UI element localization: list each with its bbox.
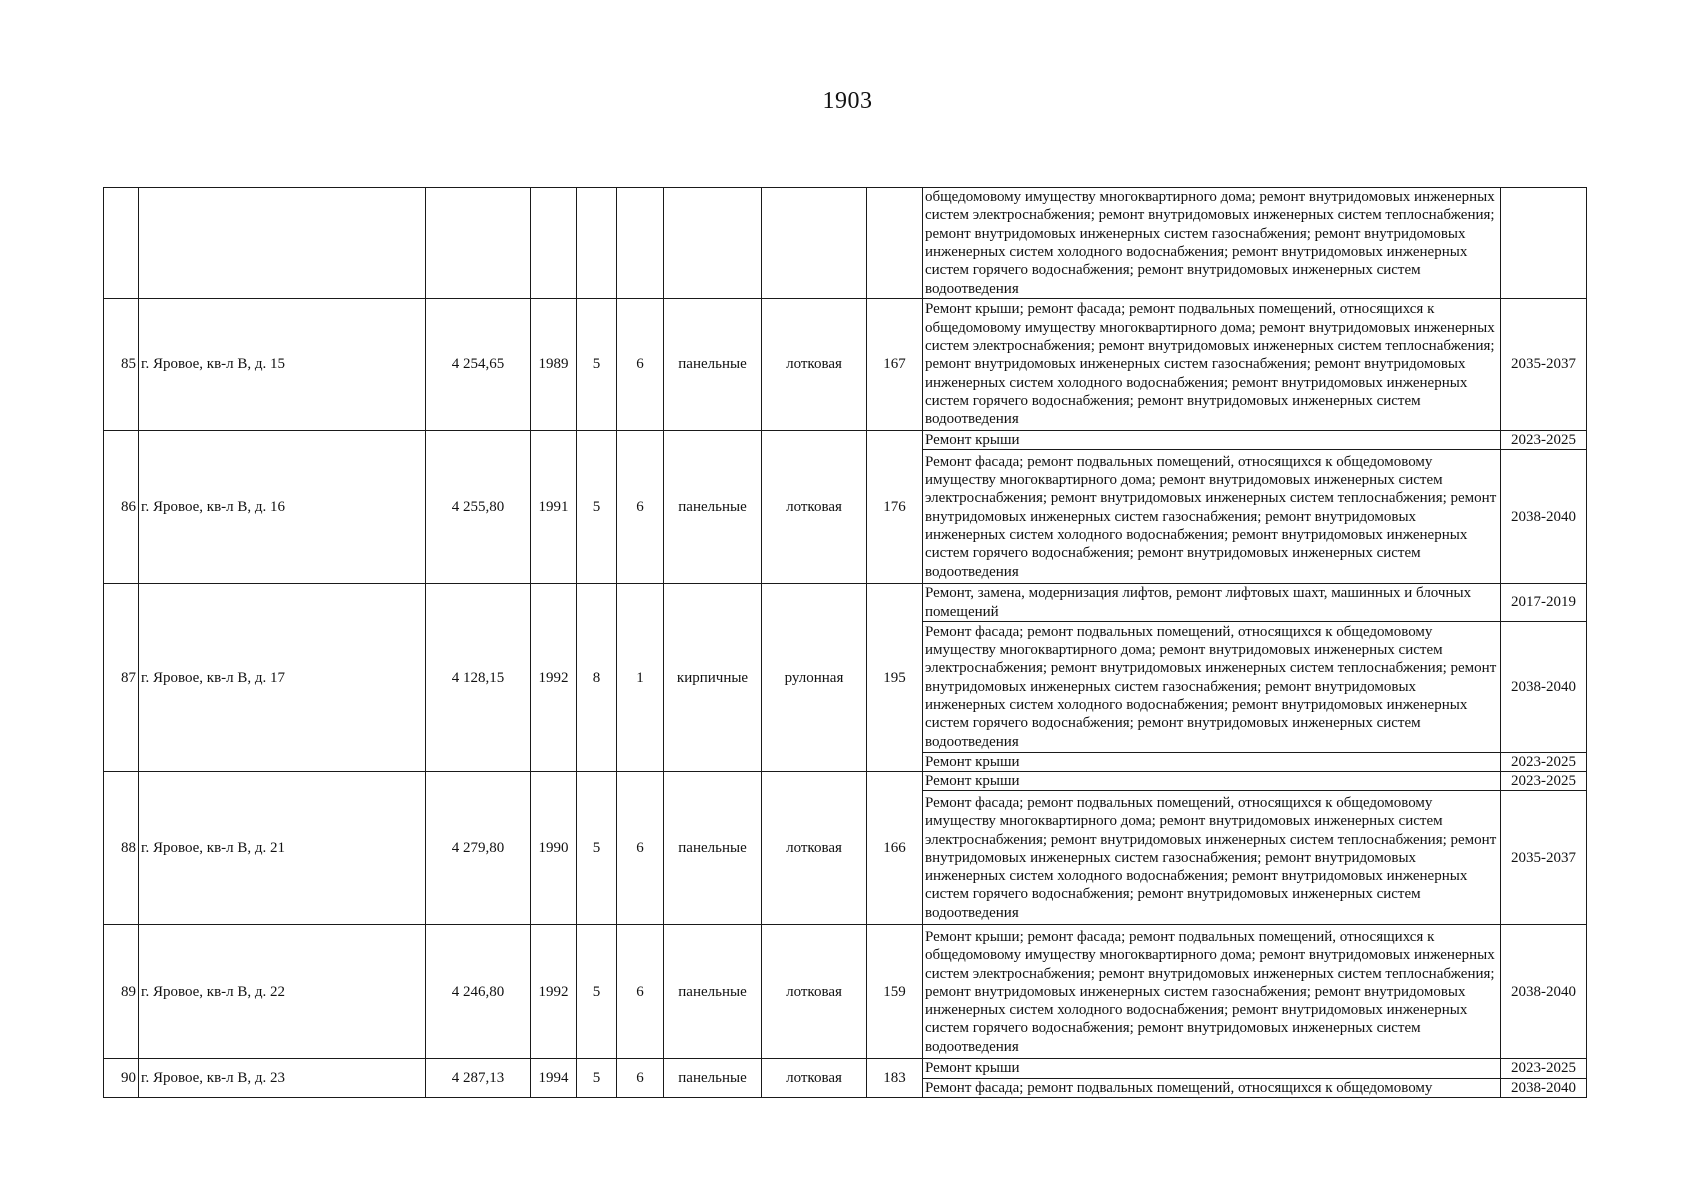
repair-works-cell: Ремонт фасада; ремонт подвальных помещений, относящихся к общедомовому имуществу многоквартирного дома; ремонт внутридомовых инженерных систем электроснабжения; ремонт внутридомовых инженерных систем теплоснабжения; ремонт внутридомовых инженерных систем газоснабжения; ремонт внутридомовых инженерных систем холодного водоснабжения; ремонт внутридомовых инженерных систем горячего водоснабжения; ремонт внутридомовых инженерных систем водоотведения [923, 450, 1501, 584]
apartments-cell: 167 [867, 299, 923, 431]
entrances-cell: 6 [617, 1059, 664, 1098]
year-built-cell: 1992 [531, 584, 577, 772]
repair-works-cell: Ремонт фасада; ремонт подвальных помещений, относящихся к общедомовому имуществу многоквартирного дома; ремонт внутридомовых инженерных систем электроснабжения; ремонт внутридомовых инженерных систем теплоснабжения; ремонт внутридомовых инженерных систем газоснабжения; ремонт внутридомовых инженерных систем холодного водоснабжения; ремонт внутридомовых инженерных систем горячего водоснабжения; ремонт внутридомовых инженерных систем водоотведения [923, 621, 1501, 752]
address-cell [139, 188, 426, 299]
apartments-cell: 176 [867, 431, 923, 584]
repair-works-cell: Ремонт крыши; ремонт фасада; ремонт подвальных помещений, относящихся к общедомовому имуществу многоквартирного дома; ремонт внутридомовых инженерных систем электроснабжения; ремонт внутридомовых инженерных систем теплоснабжения; ремонт внутридомовых инженерных систем газоснабжения; ремонт внутридомовых инженерных систем холодного водоснабжения; ремонт внутридомовых инженерных систем горячего водоснабжения; ремонт внутридомовых инженерных систем водоотведения [923, 299, 1501, 431]
repair-works-cell: Ремонт, замена, модернизация лифтов, ремонт лифтовых шахт, машинных и блочных помещений [923, 584, 1501, 622]
entrances-cell: 6 [617, 925, 664, 1059]
repair-period-cell: 2038-2040 [1501, 621, 1587, 752]
roof-type-cell: лотковая [762, 1059, 867, 1098]
year-built-cell: 1992 [531, 925, 577, 1059]
row-number-cell: 85 [104, 299, 139, 431]
repair-works-cell: Ремонт крыши; ремонт фасада; ремонт подвальных помещений, относящихся к общедомовому имуществу многоквартирного дома; ремонт внутридомовых инженерных систем электроснабжения; ремонт внутридомовых инженерных систем теплоснабжения; ремонт внутридомовых инженерных систем газоснабжения; ремонт внутридомовых инженерных систем холодного водоснабжения; ремонт внутридомовых инженерных систем горячего водоснабжения; ремонт внутридомовых инженерных систем водоотведения [923, 925, 1501, 1059]
row-number-cell: 86 [104, 431, 139, 584]
floors-cell: 5 [577, 1059, 617, 1098]
table-row [104, 925, 1587, 1059]
year-built-cell [531, 188, 577, 299]
table-row [104, 431, 1587, 450]
apartments-cell [867, 188, 923, 299]
total-area-cell: 4 287,13 [426, 1059, 531, 1098]
floors-cell: 5 [577, 431, 617, 584]
apartments-cell: 195 [867, 584, 923, 772]
row-number-cell: 89 [104, 925, 139, 1059]
address-cell: г. Яровое, кв-л В, д. 16 [139, 431, 426, 584]
table-row [104, 772, 1587, 791]
address-cell: г. Яровое, кв-л В, д. 17 [139, 584, 426, 772]
roof-type-cell: лотковая [762, 431, 867, 584]
repair-period-cell: 2035-2037 [1501, 791, 1587, 925]
row-number-cell: 87 [104, 584, 139, 772]
floors-cell: 5 [577, 925, 617, 1059]
apartments-cell: 183 [867, 1059, 923, 1098]
table-row [104, 584, 1587, 622]
entrances-cell [617, 188, 664, 299]
roof-type-cell: лотковая [762, 772, 867, 925]
apartments-cell: 159 [867, 925, 923, 1059]
wall-material-cell [664, 188, 762, 299]
year-built-cell: 1991 [531, 431, 577, 584]
roof-type-cell: рулонная [762, 584, 867, 772]
repair-works-cell: Ремонт фасада; ремонт подвальных помещений, относящихся к общедомовому имуществу многоквартирного дома; ремонт внутридомовых инженерных систем электроснабжения; ремонт внутридомовых инженерных систем теплоснабжения; ремонт внутридомовых инженерных систем газоснабжения; ремонт внутридомовых инженерных систем холодного водоснабжения; ремонт внутридомовых инженерных систем горячего водоснабжения; ремонт внутридомовых инженерных систем водоотведения [923, 791, 1501, 925]
wall-material-cell: панельные [664, 925, 762, 1059]
table-row [104, 1059, 1587, 1078]
year-built-cell: 1990 [531, 772, 577, 925]
floors-cell: 5 [577, 772, 617, 925]
repair-works-cell: Ремонт крыши [923, 1059, 1501, 1078]
repair-works-cell: Ремонт фасада; ремонт подвальных помещений, относящихся к общедомовому [923, 1078, 1501, 1097]
address-cell: г. Яровое, кв-л В, д. 22 [139, 925, 426, 1059]
repair-works-cell: общедомовому имуществу многоквартирного дома; ремонт внутридомовых инженерных систем электроснабжения; ремонт внутридомовых инженерных систем теплоснабжения; ремонт внутридомовых инженерных систем газоснабжения; ремонт внутридомовых инженерных систем холодного водоснабжения; ремонт внутридомовых инженерных систем горячего водоснабжения; ремонт внутридомовых инженерных систем водоотведения [923, 188, 1501, 299]
repair-period-cell: 2038-2040 [1501, 450, 1587, 584]
floors-cell: 5 [577, 299, 617, 431]
repair-period-cell: 2038-2040 [1501, 925, 1587, 1059]
repair-period-cell [1501, 188, 1587, 299]
repair-period-cell: 2023-2025 [1501, 1059, 1587, 1078]
table-row [104, 299, 1587, 431]
apartments-cell: 166 [867, 772, 923, 925]
repair-works-cell: Ремонт крыши [923, 772, 1501, 791]
total-area-cell: 4 128,15 [426, 584, 531, 772]
address-cell: г. Яровое, кв-л В, д. 23 [139, 1059, 426, 1098]
repair-period-cell: 2023-2025 [1501, 431, 1587, 450]
total-area-cell [426, 188, 531, 299]
entrances-cell: 6 [617, 772, 664, 925]
wall-material-cell: панельные [664, 772, 762, 925]
entrances-cell: 6 [617, 431, 664, 584]
year-built-cell: 1989 [531, 299, 577, 431]
year-built-cell: 1994 [531, 1059, 577, 1098]
repair-works-cell: Ремонт крыши [923, 431, 1501, 450]
repair-period-cell: 2038-2040 [1501, 1078, 1587, 1097]
table-row [104, 188, 1587, 299]
row-number-cell: 90 [104, 1059, 139, 1098]
floors-cell [577, 188, 617, 299]
wall-material-cell: кирпичные [664, 584, 762, 772]
wall-material-cell: панельные [664, 1059, 762, 1098]
total-area-cell: 4 246,80 [426, 925, 531, 1059]
row-number-cell [104, 188, 139, 299]
total-area-cell: 4 255,80 [426, 431, 531, 584]
total-area-cell: 4 279,80 [426, 772, 531, 925]
entrances-cell: 1 [617, 584, 664, 772]
roof-type-cell [762, 188, 867, 299]
wall-material-cell: панельные [664, 431, 762, 584]
housing-repair-table [103, 187, 1587, 1098]
address-cell: г. Яровое, кв-л В, д. 21 [139, 772, 426, 925]
repair-period-cell: 2035-2037 [1501, 299, 1587, 431]
repair-works-cell: Ремонт крыши [923, 752, 1501, 771]
roof-type-cell: лотковая [762, 299, 867, 431]
floors-cell: 8 [577, 584, 617, 772]
row-number-cell: 88 [104, 772, 139, 925]
roof-type-cell: лотковая [762, 925, 867, 1059]
repair-period-cell: 2017-2019 [1501, 584, 1587, 622]
repair-period-cell: 2023-2025 [1501, 772, 1587, 791]
repair-period-cell: 2023-2025 [1501, 752, 1587, 771]
entrances-cell: 6 [617, 299, 664, 431]
total-area-cell: 4 254,65 [426, 299, 531, 431]
wall-material-cell: панельные [664, 299, 762, 431]
page-number: 1903 [822, 88, 873, 114]
address-cell: г. Яровое, кв-л В, д. 15 [139, 299, 426, 431]
